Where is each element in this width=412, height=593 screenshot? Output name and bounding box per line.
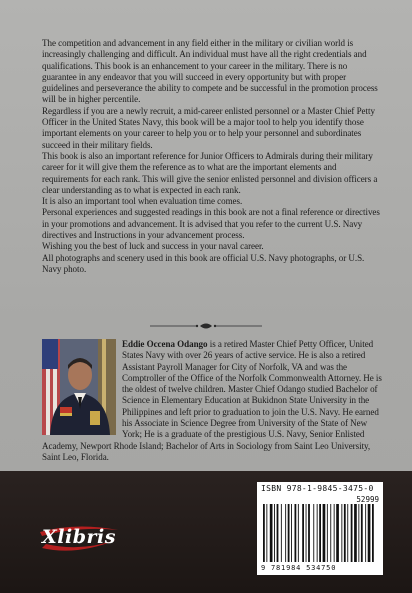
blurb-paragraph: All photographs and scenery used in this book are official U.S. Navy photographs, or U.S. Navy photo. — [42, 252, 365, 274]
author-name: Eddie Occena Odango — [122, 339, 208, 349]
isbn-text: ISBN 978-1-9845-3475-0 — [261, 484, 374, 493]
blurb-paragraph: Wishing you the best of luck and success in your naval career. — [42, 241, 264, 252]
blurb-paragraph: It is also an important tool when evaluation time comes. — [42, 196, 243, 207]
publisher-name: Xlibris — [42, 526, 116, 548]
blurb-paragraph: Regardless if you are a newly recruit, a mid-career enlisted personnel or a Master Chief Petty Officer in the United States Navy, this book will be a major tool to help you identify those important elements on your career to help you or to help your personnel and subordinates succeed in their military fields. — [42, 105, 375, 150]
barcode-icon — [261, 504, 379, 562]
publisher-logo — [36, 522, 122, 554]
price-code: 52999 — [356, 495, 379, 504]
barcode-label — [257, 482, 383, 575]
cover-blurb — [42, 38, 382, 275]
author-bio-text: is a retired Master Chief Petty Officer, United States Navy with over 26 years of active service. He is also a retired Assistant Payroll Manager for City of Norfolk, VA and was the Comptroller of the Office of the Norfolk Commonwealth Attorney. He is the oldest of twelve children. Master Chief Odango studied Bachelor of Science in Elementary Education at Bukidnon State University in the Philippines and left prior to graduation to join the U.S. Navy. He earned his Associate in Science Degree from University of the State of New York; He is a graduate of the prestigious U.S. Navy, Senior Enlisted Academy, Newport Rhode Island; Bachelor of Arts in Sociology from Saint Leo University, Saint Leo, Florida. — [42, 339, 382, 462]
author-bio — [42, 339, 382, 463]
blurb-paragraph: The competition and advancement in any field either in the military or civilian world is increasingly challenging and difficult. An individual must have all the right credentials and qualifications. This book is an enhancement to your career in the military. There is no guarantee in any endeavor that you will succeed in every opportunity but with proper guidelines and perseverance the ability to compete and be successful in the promotion process will be in higher percentile. — [42, 38, 378, 105]
barcode-number: 9 781984 534750 — [261, 564, 337, 572]
blurb-paragraph: This book is also an important reference for Junior Officers to Admirals during their military career for it will give them the reference as to what are the important elements and requirements for each rank. This will give the senior enlisted personnel and division officers a clear understanding as to what is expected in each rank. — [42, 150, 378, 195]
ornamental-divider — [150, 321, 262, 331]
blurb-paragraph: Personal experiences and suggested readings in this book are not a final reference or directives in your promotions and advancement. It is advised that you refer to the current U.S. Navy directives and Instructions in your advancement process. — [42, 207, 380, 241]
